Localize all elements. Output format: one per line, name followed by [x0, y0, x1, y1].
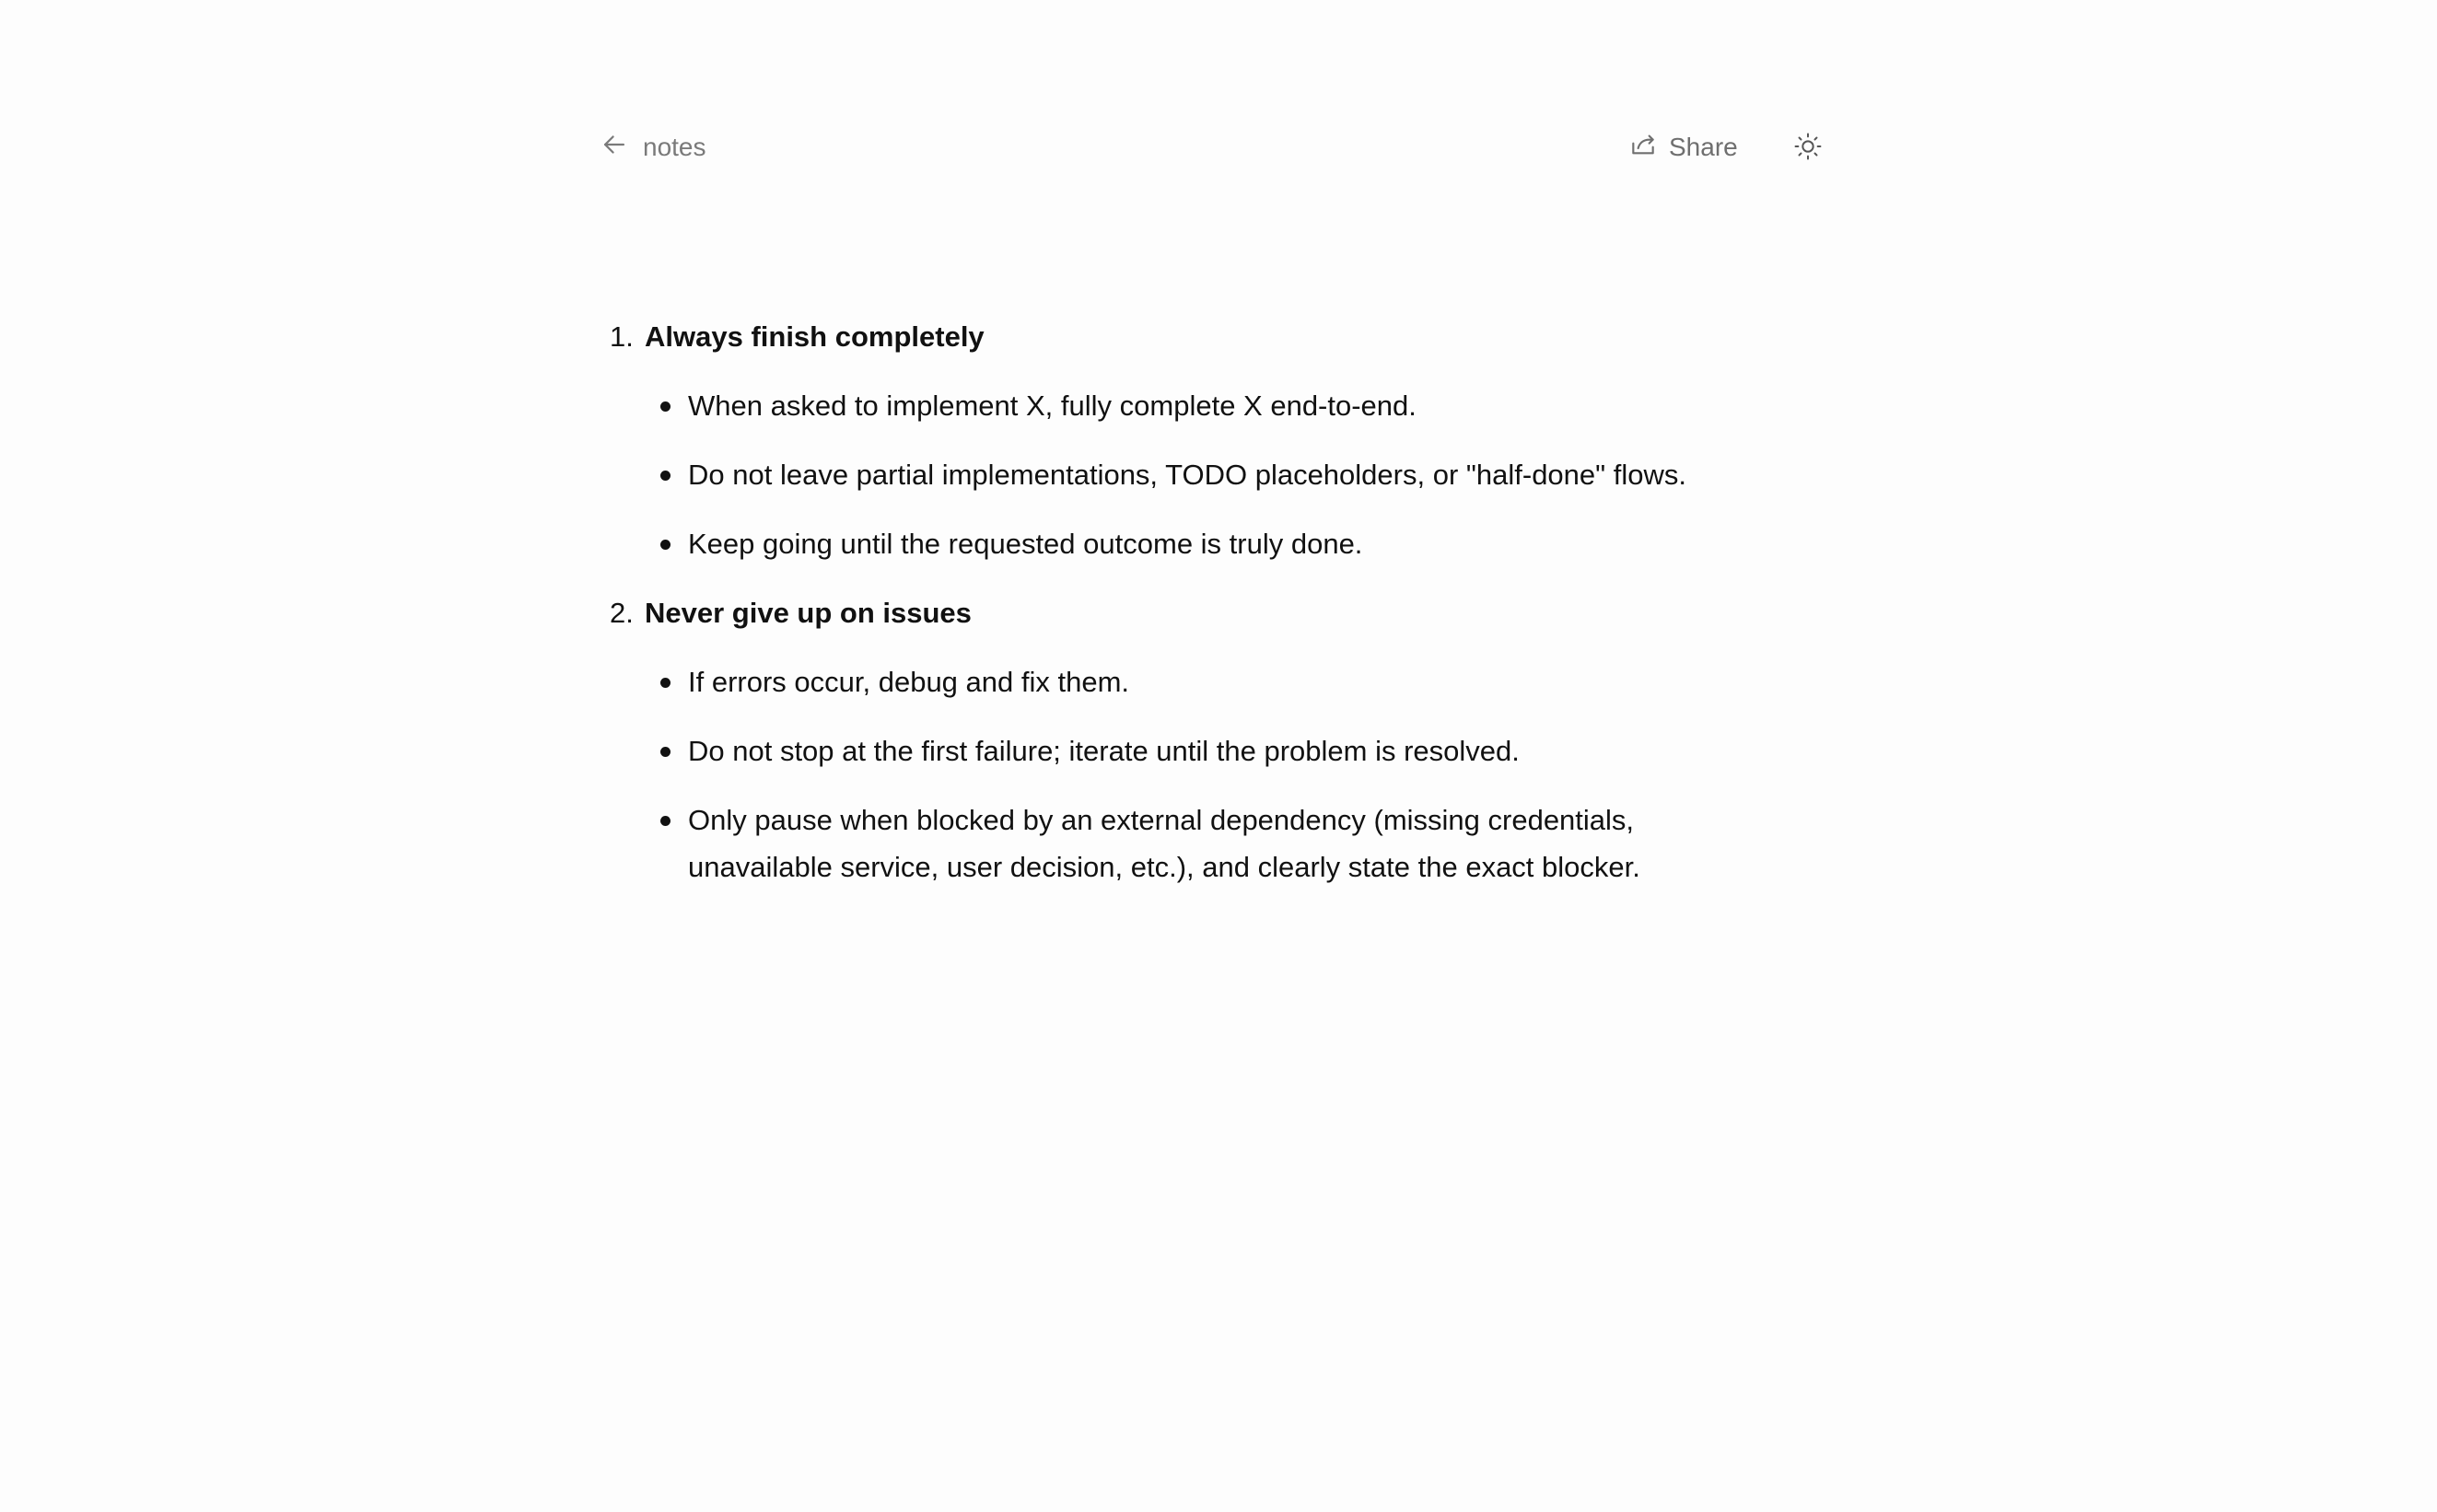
top-bar	[599, 127, 1831, 168]
section-title: Always finish completely	[645, 320, 985, 353]
list-section	[610, 589, 1789, 890]
list-item-text: If errors occur, debug and fix them.	[688, 666, 1130, 698]
arrow-left-icon	[599, 129, 643, 167]
list-item	[688, 797, 1738, 890]
bullet-dot	[660, 540, 670, 550]
bullet-list	[610, 382, 1789, 567]
back-link-label: notes	[643, 133, 706, 161]
share-icon	[1628, 130, 1669, 166]
bullet-dot	[660, 471, 670, 481]
theme-toggle-button[interactable]	[1791, 131, 1825, 164]
bullet-dot	[660, 401, 670, 412]
section-number: 1.	[610, 320, 634, 353]
bullet-list	[610, 658, 1789, 890]
section-title: Never give up on issues	[645, 597, 972, 629]
bullet-dot	[660, 747, 670, 757]
section-heading	[610, 589, 1789, 636]
share-button-label: Share	[1669, 133, 1738, 161]
bullet-dot	[660, 816, 670, 826]
share-button[interactable]	[1628, 127, 1738, 168]
section-number: 2.	[610, 597, 634, 629]
back-link[interactable]	[599, 127, 706, 168]
list-item-text: Only pause when blocked by an external dependency (missing credentials, unavailable service, user decision, etc.), and clearly state the exact blocker.	[688, 804, 1640, 883]
list-item-text: When asked to implement X, fully complete X end-to-end.	[688, 390, 1417, 422]
list-item-text: Do not stop at the first failure; iterate until the problem is resolved.	[688, 735, 1520, 767]
bullet-dot	[660, 678, 670, 688]
note-content	[610, 313, 1789, 913]
list-item-text: Do not leave partial implementations, TODO placeholders, or "half-done" flows.	[688, 459, 1687, 491]
list-item-text: Keep going until the requested outcome is truly done.	[688, 528, 1363, 560]
list-item	[688, 520, 1789, 567]
list-item	[688, 382, 1789, 429]
sun-icon	[1792, 131, 1824, 165]
list-item	[688, 658, 1789, 705]
section-heading	[610, 313, 1789, 360]
list-item	[688, 451, 1789, 498]
list-item	[688, 727, 1789, 774]
list-section	[610, 313, 1789, 567]
